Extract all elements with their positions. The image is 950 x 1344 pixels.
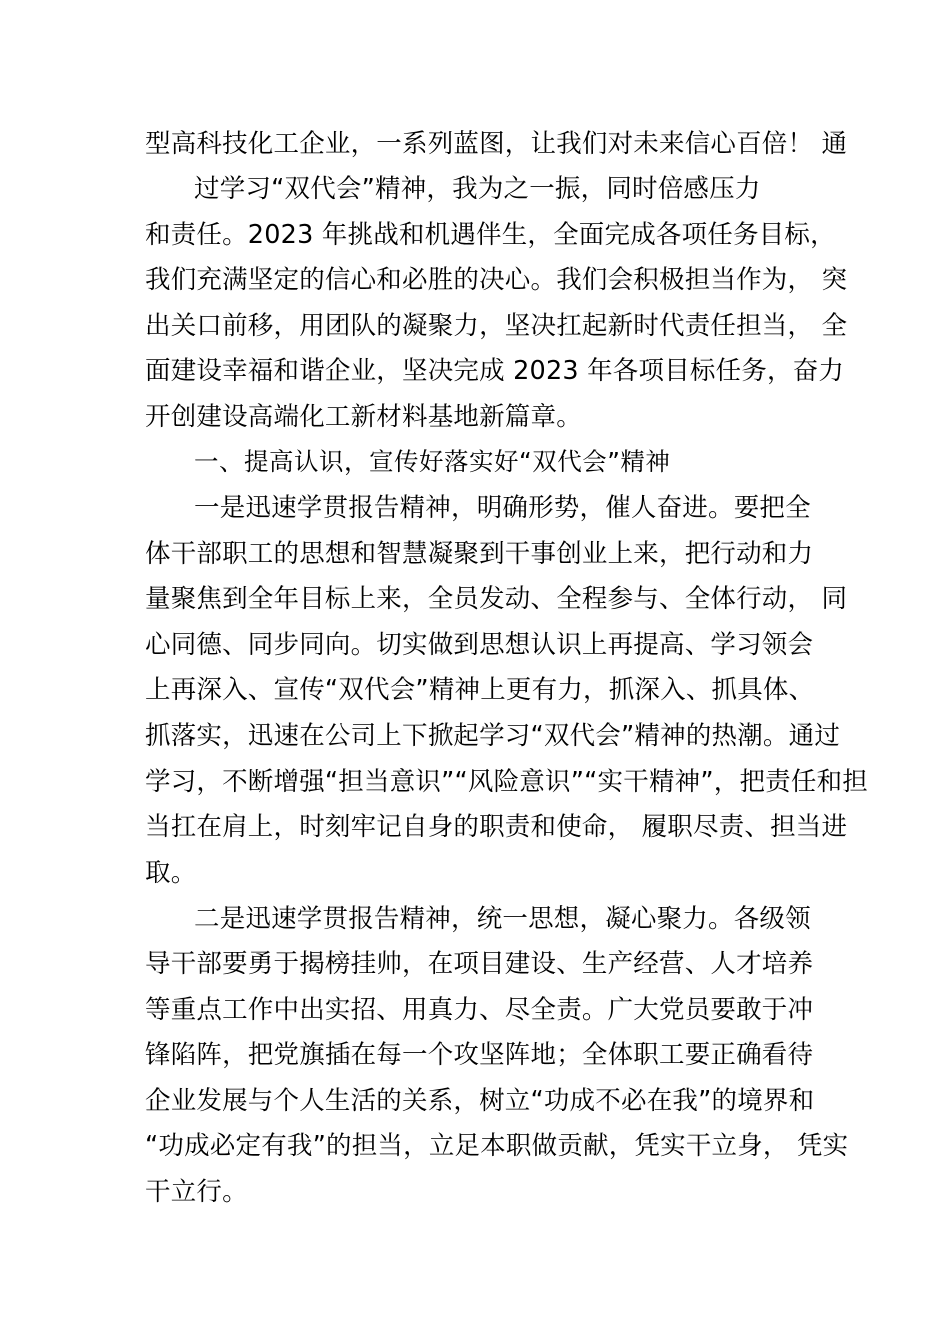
text-line-19: 导干部要勇于揭榜挂帅，在项目建设、生产经营、人才培养 [145,949,814,979]
text-line-1: 型高科技化工企业，一系列蓝图，让我们对未来信心百倍！ 通 [145,129,848,159]
text-line-2: 过学习“双代会”精神，我为之一振，同时倍感压力 [194,174,761,204]
text-line-4: 我们充满坚定的信心和必胜的决心。我们会积极担当作为， 突 [145,265,848,295]
text-line-24: 干立行。 [145,1177,248,1207]
text-line-3: 和责任。2023 年挑战和机遇伴生，全面完成各项任务目标， [145,220,836,250]
text-line-10: 体干部职工的思想和智慧凝聚到干事创业上来，把行动和力 [145,539,814,569]
text-line-16: 当扛在肩上，时刻牢记自身的职责和使命， 履职尽责、担当进 [145,812,848,842]
text-line-13: 上再深入、宣传“双代会”精神上更有力，抓深入、抓具体、 [145,675,815,705]
text-line-11: 量聚焦到全年目标上来，全员发动、全程参与、全体行动， 同 [145,584,848,614]
text-line-7: 开创建设高端化工新材料基地新篇章。 [145,402,582,432]
text-line-14: 抓落实，迅速在公司上下掀起学习“双代会”精神的热潮。通过 [145,721,841,751]
text-line-22: 企业发展与个人生活的关系，树立“功成不必在我”的境界和 [145,1086,815,1116]
text-line-15: 学习，不断增强“担当意识”“风险意识”“实干精神”，把责任和担 [145,767,868,797]
text-line-20: 等重点工作中出实招、用真力、尽全责。广大党员要敢于冲 [145,995,814,1025]
text-line-6: 面建设幸福和谐企业，坚决完成 2023 年各项目标任务，奋力 [145,356,845,386]
text-line-12: 心同德、同步同向。切实做到思想认识上再提高、学习领会 [145,630,814,660]
section-heading: 一、提高认识，宣传好落实好“双代会”精神 [194,447,671,476]
text-line-17: 取。 [145,858,197,888]
text-line-5: 出关口前移，用团队的凝聚力，坚决扛起新时代责任担当， 全 [145,311,848,341]
text-line-18: 二是迅速学贯报告精神，统一思想，凝心聚力。各级领 [194,904,811,934]
text-line-21: 锋陷阵，把党旗插在每一个攻坚阵地；全体职工要正确看待 [145,1040,814,1070]
text-line-9: 一是迅速学贯报告精神，明确形势，催人奋进。要把全 [194,493,811,523]
text-line-23: “功成必定有我”的担当，立足本职做贡献，凭实干立身， 凭实 [145,1131,849,1161]
